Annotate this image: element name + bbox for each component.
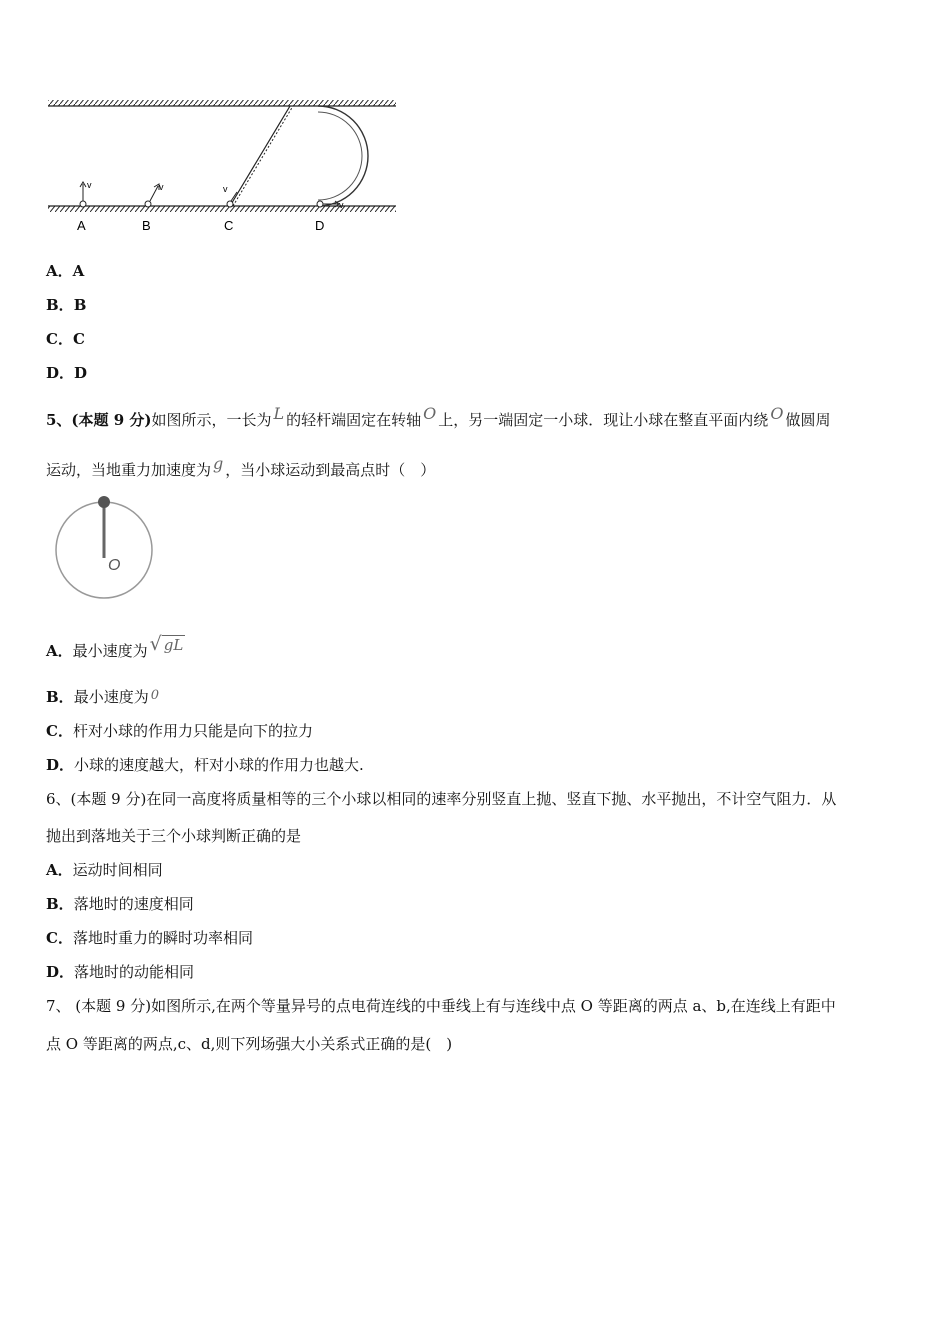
ball-d [317,201,323,207]
q7-stem-line2: 点 O 等距离的两点,c、d,则下列场强大小关系式正确的是( ) [46,1035,453,1053]
arrow-b [150,186,158,201]
floor-hatch [48,206,396,212]
q5-option-a: A．最小速度为 √ gL [46,633,184,660]
v-label-c: v [223,184,228,194]
q5-option-c: C．杆对小球的作用力只能是向下的拉力 [46,722,313,740]
point-label-d: D [315,218,325,233]
ball-c [227,201,233,207]
q5-stem-line2: 运动，当地重力加速度为 g ，当小球运动到最高点时（ ） [46,454,436,479]
point-label-c: C [224,218,234,233]
ceiling-hatch [48,100,396,106]
q6-option-d: D．落地时的动能相同 [46,963,195,981]
v-label-a: v [87,180,92,190]
rotation-figure [48,488,160,610]
q4-option-c: C．C [46,330,85,348]
q6-stem-line2: 抛出到落地关于三个小球判断正确的是 [46,827,302,845]
q5-option-b: B．最小速度为 0 [46,688,159,706]
v-label-d: v [339,200,344,210]
q4-option-d: D．D [46,364,88,382]
q5-option-d: D．小球的速度越大，杆对小球的作用力也越大. [46,756,364,774]
ball-b [145,201,151,207]
q5-stem-line1: 5、(本题 9 分)如图所示，一长为 L 的轻杆端固定在转轴 O 上，另一端固定一小球．现让小球在整直平面内绕 O 做圆周 [46,404,831,429]
sqrt-gl: √ gL [149,633,184,655]
q6-option-a: A．运动时间相同 [46,861,163,879]
ball-a [80,201,86,207]
q6-stem-line1: 6、(本题 9 分)在同一高度将质量相等的三个小球以相同的速率分别竖直上抛、竖直下抛、水平抛出，不计空气阻力．从 [46,790,837,808]
ball [98,496,110,508]
q6-option-b: B．落地时的速度相同 [46,895,194,913]
q4-option-b: B．B [46,296,87,314]
incline [230,106,290,206]
q4-option-a: A．A [46,262,85,280]
point-label-a: A [77,218,86,233]
motion-figure [40,92,410,242]
v-label-b: v [159,182,164,192]
q7-stem-line1: 7、 (本题 9 分)如图所示,在两个等量异号的点电荷连线的中垂线上有与连线中点 O 等距离的两点 a、b,在连线上有距中 [46,997,836,1015]
point-label-b: B [142,218,151,233]
q6-option-c: C．落地时重力的瞬时功率相同 [46,929,253,947]
pivot-label: O [108,557,121,574]
semicircle-outer [318,106,368,206]
